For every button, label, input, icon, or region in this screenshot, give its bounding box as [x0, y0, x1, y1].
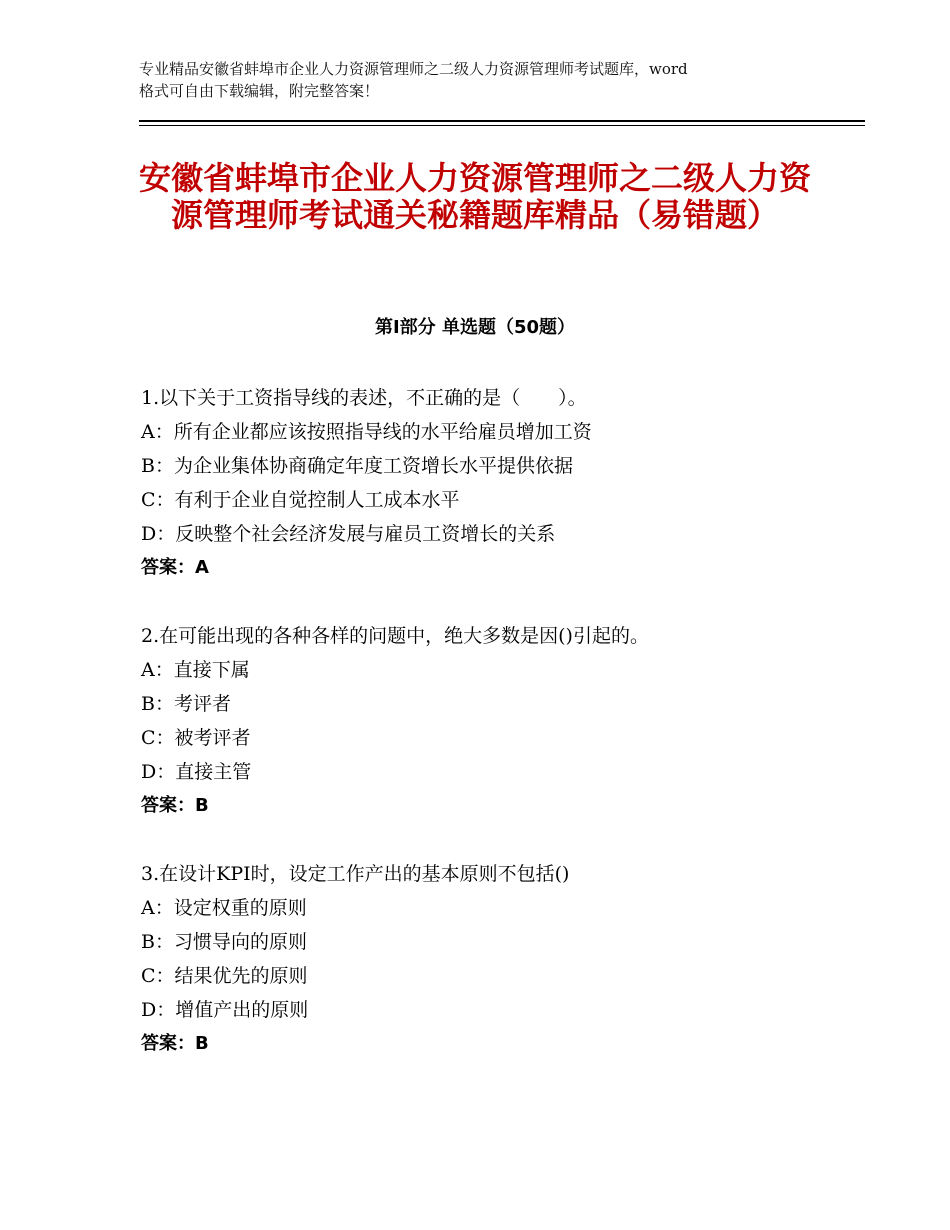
option-a: A：直接下属 [141, 659, 250, 681]
option-b: B：为企业集体协商确定年度工资增长水平提供依据 [141, 455, 573, 477]
option-a: A：设定权重的原则 [141, 897, 307, 919]
question-list [141, 381, 841, 1095]
header-note: 专业精品安徽省蚌埠市企业人力资源管理师之二级人力资源管理师考试题库，word 格式可自由下载编辑，附完整答案！ [139, 60, 688, 100]
question-stem: 3.在设计KPI时，设定工作产出的基本原则不包括() [141, 863, 570, 885]
question-stem: 2.在可能出现的各种各样的问题中，绝大多数是因()引起的。 [141, 625, 649, 647]
answer: 答案：B [141, 795, 209, 816]
option-b: B：习惯导向的原则 [141, 931, 307, 953]
question-1 [141, 381, 841, 585]
question-3 [141, 857, 841, 1061]
question-stem: 1.以下关于工资指导线的表述，不正确的是（ ）。 [141, 387, 587, 409]
option-c: C：有利于企业自觉控制人工成本水平 [141, 489, 460, 511]
document-title: 安徽省蚌埠市企业人力资源管理师之二级人力资源管理师考试通关秘籍题库精品（易错题） [139, 159, 812, 234]
answer: 答案：A [141, 557, 209, 578]
option-a: A：所有企业都应该按照指导线的水平给雇员增加工资 [141, 421, 592, 443]
option-c: C：被考评者 [141, 727, 251, 749]
section-heading: 第Ⅰ部分 单选题（50题） [374, 317, 575, 338]
question-2 [141, 619, 841, 823]
answer: 答案：B [141, 1033, 209, 1054]
option-c: C：结果优先的原则 [141, 965, 308, 987]
option-d: D：反映整个社会经济发展与雇员工资增长的关系 [141, 523, 556, 545]
option-b: B：考评者 [141, 693, 231, 715]
header-rule-thin [139, 125, 865, 126]
option-d: D：直接主管 [141, 761, 252, 783]
option-d: D：增值产出的原则 [141, 999, 309, 1021]
header-rule-thick [139, 120, 865, 122]
